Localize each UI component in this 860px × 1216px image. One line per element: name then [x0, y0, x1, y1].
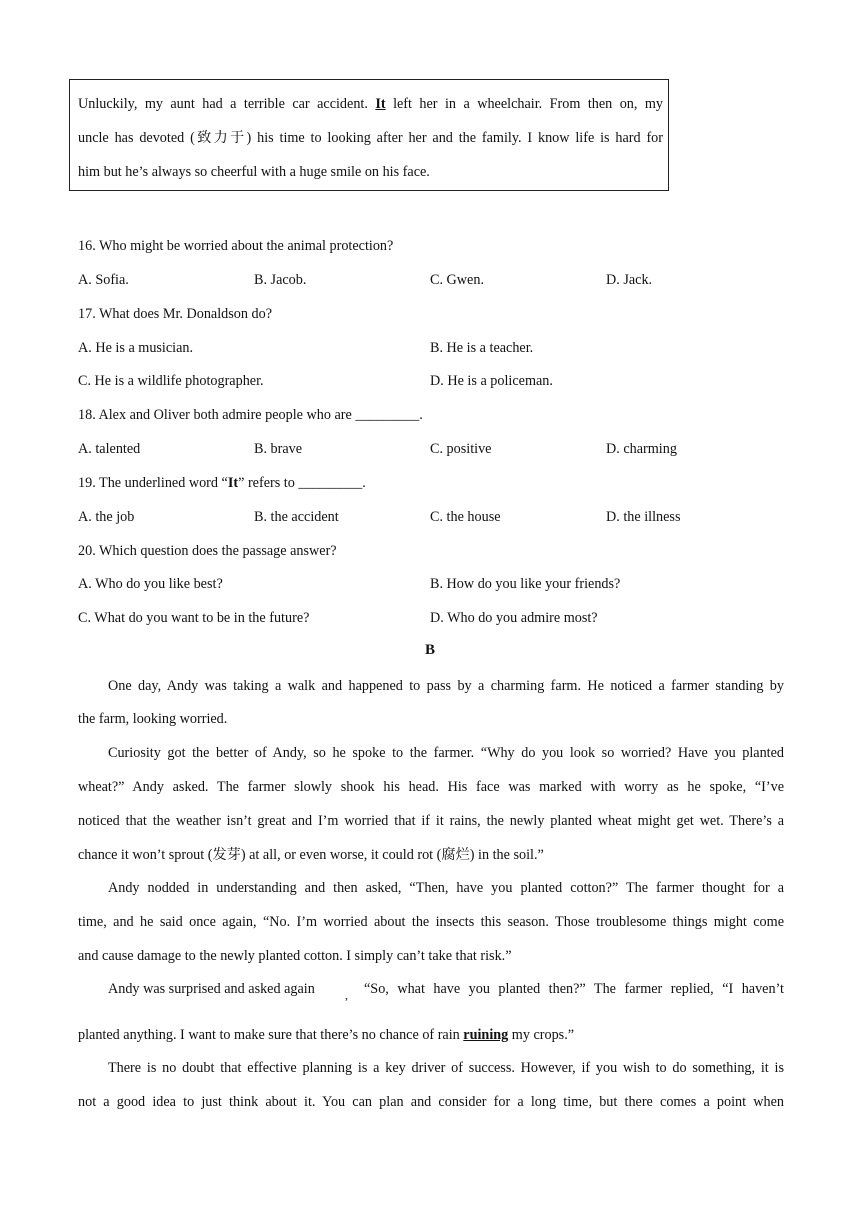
option[interactable]: C. He is a wildlife photographer. [78, 373, 264, 389]
option[interactable]: D. Jack. [606, 272, 653, 288]
option[interactable]: A. Sofia. [78, 272, 129, 288]
passage-line: and cause damage to the newly planted cotton. I simply can’t take that risk.” [78, 948, 512, 964]
question-19 [78, 474, 366, 492]
passage-text: planted anything. I want to make sure that there’s no chance of rain [78, 1027, 460, 1043]
stem-bold-it: It [227, 475, 239, 491]
box-text: left her in a wheelchair. From then on, my [393, 96, 663, 112]
passage-line: noticed that the weather isn’t great and I’m worried that if it rains, the newly planted wheat might get wet. There’s a [78, 813, 784, 829]
box-line-3: him but he’s always so cheerful with a huge smile on his face. [78, 164, 430, 180]
passage-line: not a good idea to just think about it. You can plan and consider for a long time, but there comes a point when [78, 1094, 784, 1110]
option[interactable]: C. positive [430, 441, 492, 457]
stem-text: 19. The underlined word “ [78, 475, 228, 491]
option[interactable]: D. He is a policeman. [430, 373, 553, 389]
option[interactable]: A. Who do you like best? [78, 576, 223, 592]
option[interactable]: C. What do you want to be in the future? [78, 610, 310, 626]
box-line-2: uncle has devoted (致力于) his time to looking after her and the family. I know life is hard for [78, 130, 663, 146]
option[interactable]: D. charming [606, 441, 677, 457]
passage-line: time, and he said once again, “No. I’m worried about the insects this season. Those troublesome things might come [78, 914, 784, 930]
option[interactable]: B. the accident [254, 509, 339, 525]
underlined-word-ruining: ruining [463, 1027, 509, 1043]
stray-comma: , [345, 988, 348, 1002]
passage-line: Andy nodded in understanding and then asked, “Then, have you planted cotton?” The farmer thought for a [108, 880, 784, 896]
underlined-word-it: It [375, 96, 386, 112]
passage-line: “So, what have you planted then?” The farmer replied, “I haven’t [364, 981, 784, 997]
question-16: 16. Who might be worried about the animal protection? [78, 238, 394, 254]
box-line-1 [78, 95, 663, 113]
passage-line [78, 1026, 574, 1044]
option[interactable]: B. brave [254, 441, 303, 457]
option[interactable]: D. the illness [606, 509, 681, 525]
passage-line: One day, Andy was taking a walk and happened to pass by a charming farm. He noticed a farmer standing by [108, 678, 784, 694]
option[interactable]: C. Gwen. [430, 272, 484, 288]
passage-line: Andy was surprised and asked again [108, 981, 315, 997]
option[interactable]: B. Jacob. [254, 272, 307, 288]
box-text: Unluckily, my aunt had a terrible car accident. [78, 96, 368, 112]
passage-line: There is no doubt that effective planning is a key driver of success. However, if you wish to do something, it is [108, 1060, 784, 1076]
option[interactable]: A. the job [78, 509, 135, 525]
option[interactable]: D. Who do you admire most? [430, 610, 598, 626]
option[interactable]: C. the house [430, 509, 501, 525]
passage-line: chance it won’t sprout (发芽) at all, or even worse, it could rot (腐烂) in the soil.” [78, 847, 544, 863]
question-18: 18. Alex and Oliver both admire people who are _________. [78, 407, 423, 423]
option[interactable]: A. He is a musician. [78, 340, 194, 356]
section-title: B [424, 642, 435, 658]
passage-text: my crops.” [511, 1027, 575, 1043]
passage-line: Curiosity got the better of Andy, so he spoke to the farmer. “Why do you look so worried? Have you planted [108, 745, 784, 761]
question-17: 17. What does Mr. Donaldson do? [78, 306, 273, 322]
option[interactable]: A. talented [78, 441, 141, 457]
option[interactable]: B. How do you like your friends? [430, 576, 621, 592]
question-20: 20. Which question does the passage answer? [78, 543, 337, 559]
option[interactable]: B. He is a teacher. [430, 340, 534, 356]
stem-text: ” refers to _________. [238, 475, 366, 491]
passage-line: wheat?” Andy asked. The farmer slowly shook his head. His face was marked with worry as he spoke, “I’ve [78, 779, 784, 795]
passage-line: the farm, looking worried. [78, 711, 228, 727]
